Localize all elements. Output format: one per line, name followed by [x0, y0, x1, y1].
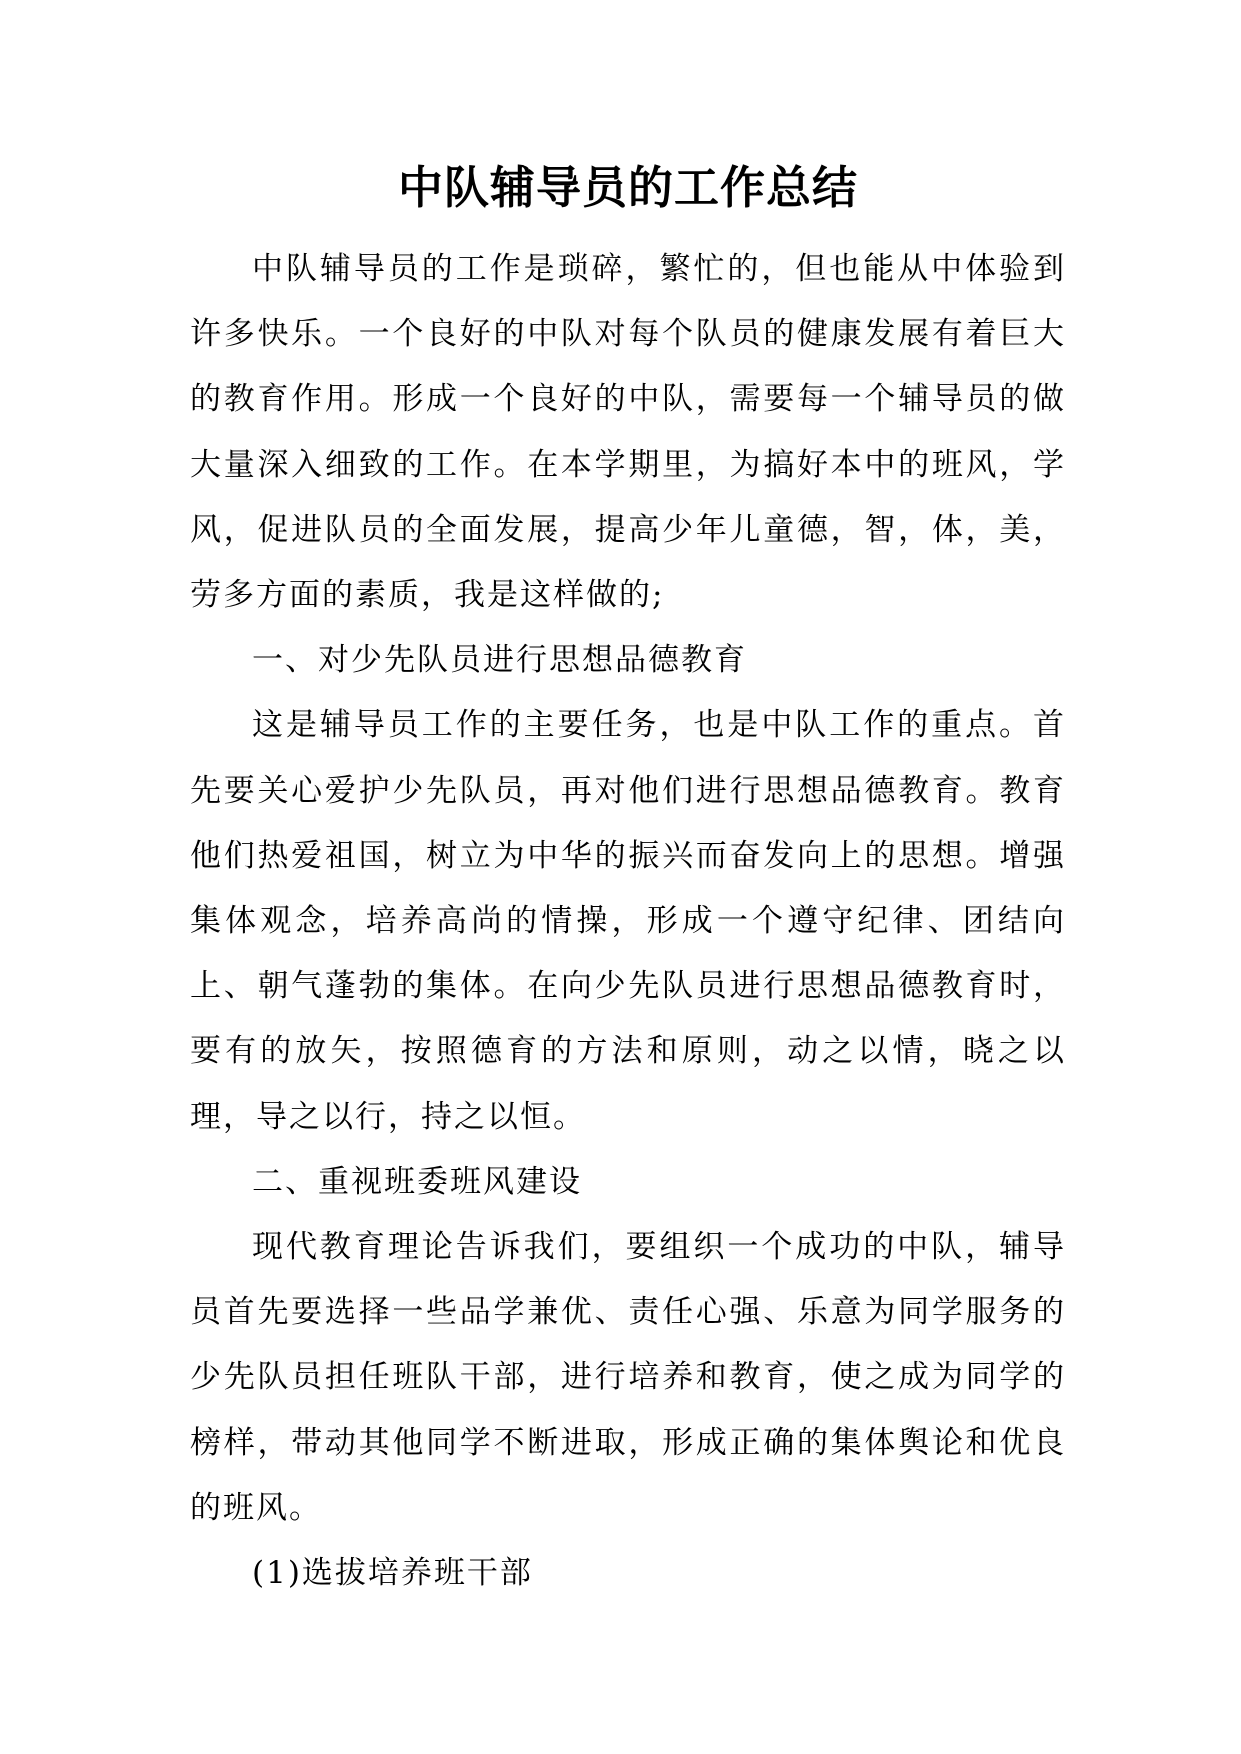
subsection-heading-1: (1)选拔培养班干部	[252, 1555, 533, 1592]
paragraph-intro: 中队辅导员的工作是琐碎，繁忙的，但也能从中体验到许多快乐。一个良好的中队对每个队员的健康发展有着巨大的教育作用。形成一个良好的中队，需要每一个辅导员的做大量深入细致的工作。在本学期里，为搞好本中的班风，学风，促进队员的全面发展，提高少年儿童德，智，体，美，劳多方面的素质，我是这样做的;	[190, 251, 1066, 614]
paragraph-section-2: 现代教育理论告诉我们，要组织一个成功的中队，辅导员首先要选择一些品学兼优、责任心强、乐意为同学服务的少先队员担任班队干部，进行培养和教育，使之成为同学的榜样，带动其他同学不断进取，形成正确的集体舆论和优良的班风。	[190, 1229, 1066, 1526]
document-body	[190, 237, 1066, 1606]
section-heading-1: 一、对少先队员进行思想品德教育	[252, 642, 747, 679]
section-heading-2: 二、重视班委班风建设	[252, 1163, 582, 1200]
paragraph-section-1: 这是辅导员工作的主要任务，也是中队工作的重点。首先要关心爱护少先队员，再对他们进行思想品德教育。教育他们热爱祖国，树立为中华的振兴而奋发向上的思想。增强集体观念，培养高尚的情操，形成一个遵守纪律、团结向上、朝气蓬勃的集体。在向少先队员进行思想品德教育时，要有的放矢，按照德育的方法和原则，动之以情，晓之以理，导之以行，持之以恒。	[190, 707, 1066, 1135]
document-title: 中队辅导员的工作总结	[397, 161, 858, 214]
